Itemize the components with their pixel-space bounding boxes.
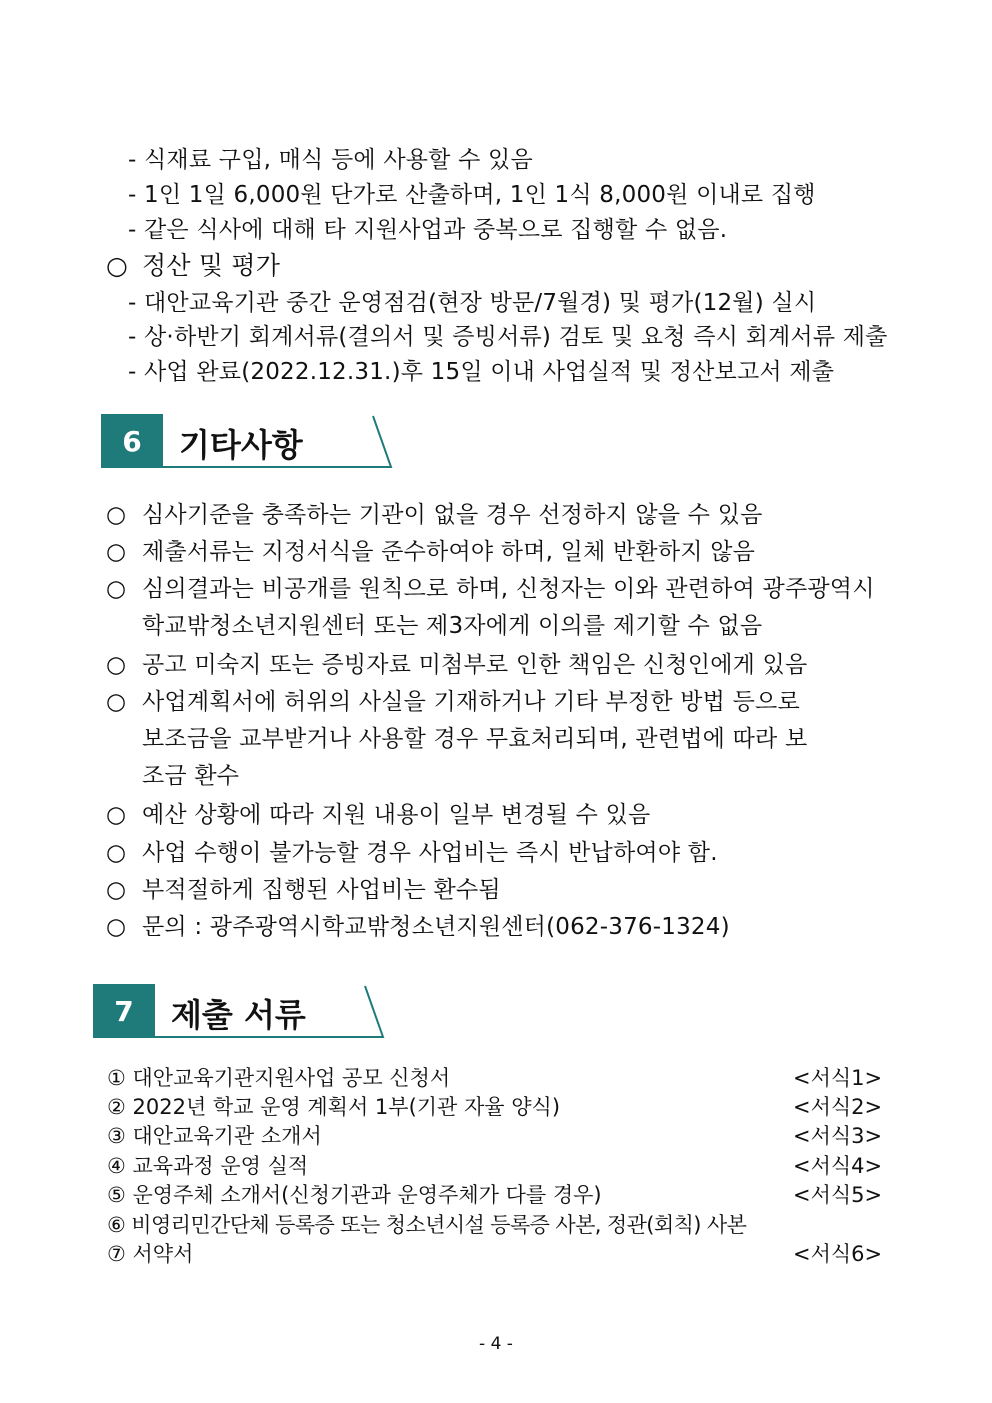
meal-line-3: - 같은 식사에 대해 타 지원사업과 중복으로 집행할 수 없음.: [128, 217, 728, 243]
section-6-number: 6: [101, 414, 163, 468]
item-text: 제출서류는 지정서식을 준수하여야 하며, 일체 반환하지 않음: [142, 539, 756, 565]
document-form: <서식5>: [793, 1183, 883, 1207]
document-item: ④ 교육과정 운영 실적: [107, 1154, 309, 1178]
section-6-item: [106, 607, 762, 640]
item-text: 심의결과는 비공개를 원칙으로 하며, 신청자는 이와 관련하여 광주광역시: [142, 576, 875, 602]
circle-bullet-icon: ○: [106, 840, 127, 866]
document-item: ⑦ 서약서: [107, 1242, 194, 1266]
section-6-item: [106, 871, 501, 904]
section-6-item: [106, 570, 875, 603]
circle-bullet-icon: ○: [106, 251, 129, 280]
item-text: 조금 환수: [142, 763, 240, 789]
item-text: 문의 : 광주광역시학교밖청소년지원센터(062-376-1324): [142, 914, 730, 940]
document-form: <서식3>: [793, 1124, 883, 1148]
item-text: 보조금을 교부받거나 사용할 경우 무효처리되며, 관련법에 따라 보: [142, 726, 808, 752]
page-number: - 4 -: [479, 1334, 513, 1354]
section-7-header: [93, 984, 385, 1038]
item-text: 사업 수행이 불가능할 경우 사업비는 즉시 반납하여야 함.: [142, 840, 718, 866]
settlement-line-1: - 대안교육기관 중간 운영점검(현장 방문/7월경) 및 평가(12월) 실시: [128, 290, 817, 316]
document-item: ③ 대안교육기관 소개서: [107, 1124, 322, 1148]
circle-bullet-icon: ○: [106, 877, 127, 903]
circle-bullet-icon: ○: [106, 914, 127, 940]
circle-bullet-icon: ○: [106, 689, 127, 715]
section-6-item: [106, 646, 807, 679]
section-7-title: 제출 서류: [171, 996, 306, 1034]
document-item: ⑤ 운영주체 소개서(신청기관과 운영주체가 다를 경우): [107, 1183, 602, 1207]
settlement-line-3: - 사업 완료(2022.12.31.)후 15일 이내 사업실적 및 정산보고서 제출: [128, 359, 835, 385]
circle-bullet-icon: ○: [106, 502, 127, 528]
document-form: <서식4>: [793, 1154, 883, 1178]
circle-bullet-icon: ○: [106, 539, 127, 565]
meal-line-1: - 식재료 구입, 매식 등에 사용할 수 있음: [128, 147, 533, 173]
section-6-title: 기타사항: [179, 426, 303, 464]
section-6-item: [106, 908, 730, 941]
document-item: ⑥ 비영리민간단체 등록증 또는 청소년시설 등록증 사본, 정관(회칙) 사본: [107, 1213, 747, 1237]
section-6-item: [106, 496, 763, 529]
item-text: 학교밖청소년지원센터 또는 제3자에게 이의를 제기할 수 없음: [142, 613, 763, 639]
section-6-item: [106, 683, 800, 716]
circle-bullet-icon: ○: [106, 652, 127, 678]
section-7-number: 7: [93, 984, 155, 1038]
section-6-header: [101, 414, 393, 468]
section-6-item: [106, 834, 718, 867]
meal-line-2: - 1인 1일 6,000원 단가로 산출하며, 1인 1식 8,000원 이내로 집행: [128, 182, 816, 208]
item-text: 사업계획서에 허위의 사실을 기재하거나 기타 부정한 방법 등으로: [142, 689, 800, 715]
circle-bullet-icon: ○: [106, 576, 127, 602]
settlement-line-2: - 상·하반기 회계서류(결의서 및 증빙서류) 검토 및 요청 즉시 회계서류 제출: [128, 324, 888, 350]
item-text: 공고 미숙지 또는 증빙자료 미첨부로 인한 책임은 신청인에게 있음: [142, 652, 808, 678]
document-form: <서식2>: [793, 1095, 883, 1119]
item-text: 심사기준을 충족하는 기관이 없을 경우 선정하지 않을 수 있음: [142, 502, 763, 528]
section-6-item: [106, 533, 755, 566]
circle-bullet-icon: ○: [106, 802, 127, 828]
document-item: ② 2022년 학교 운영 계획서 1부(기관 자율 양식): [107, 1095, 561, 1119]
document-form: <서식1>: [793, 1066, 883, 1090]
document-form: <서식6>: [793, 1242, 883, 1266]
settlement-heading: [106, 246, 280, 282]
section-6-item: [106, 796, 650, 829]
settlement-heading-text: 정산 및 평가: [142, 251, 281, 280]
document-item: ① 대안교육기관지원사업 공모 신청서: [107, 1066, 451, 1090]
item-text: 부적절하게 집행된 사업비는 환수됨: [142, 877, 501, 903]
section-6-item: [106, 757, 239, 790]
item-text: 예산 상황에 따라 지원 내용이 일부 변경될 수 있음: [142, 802, 651, 828]
section-6-item: [106, 720, 807, 753]
